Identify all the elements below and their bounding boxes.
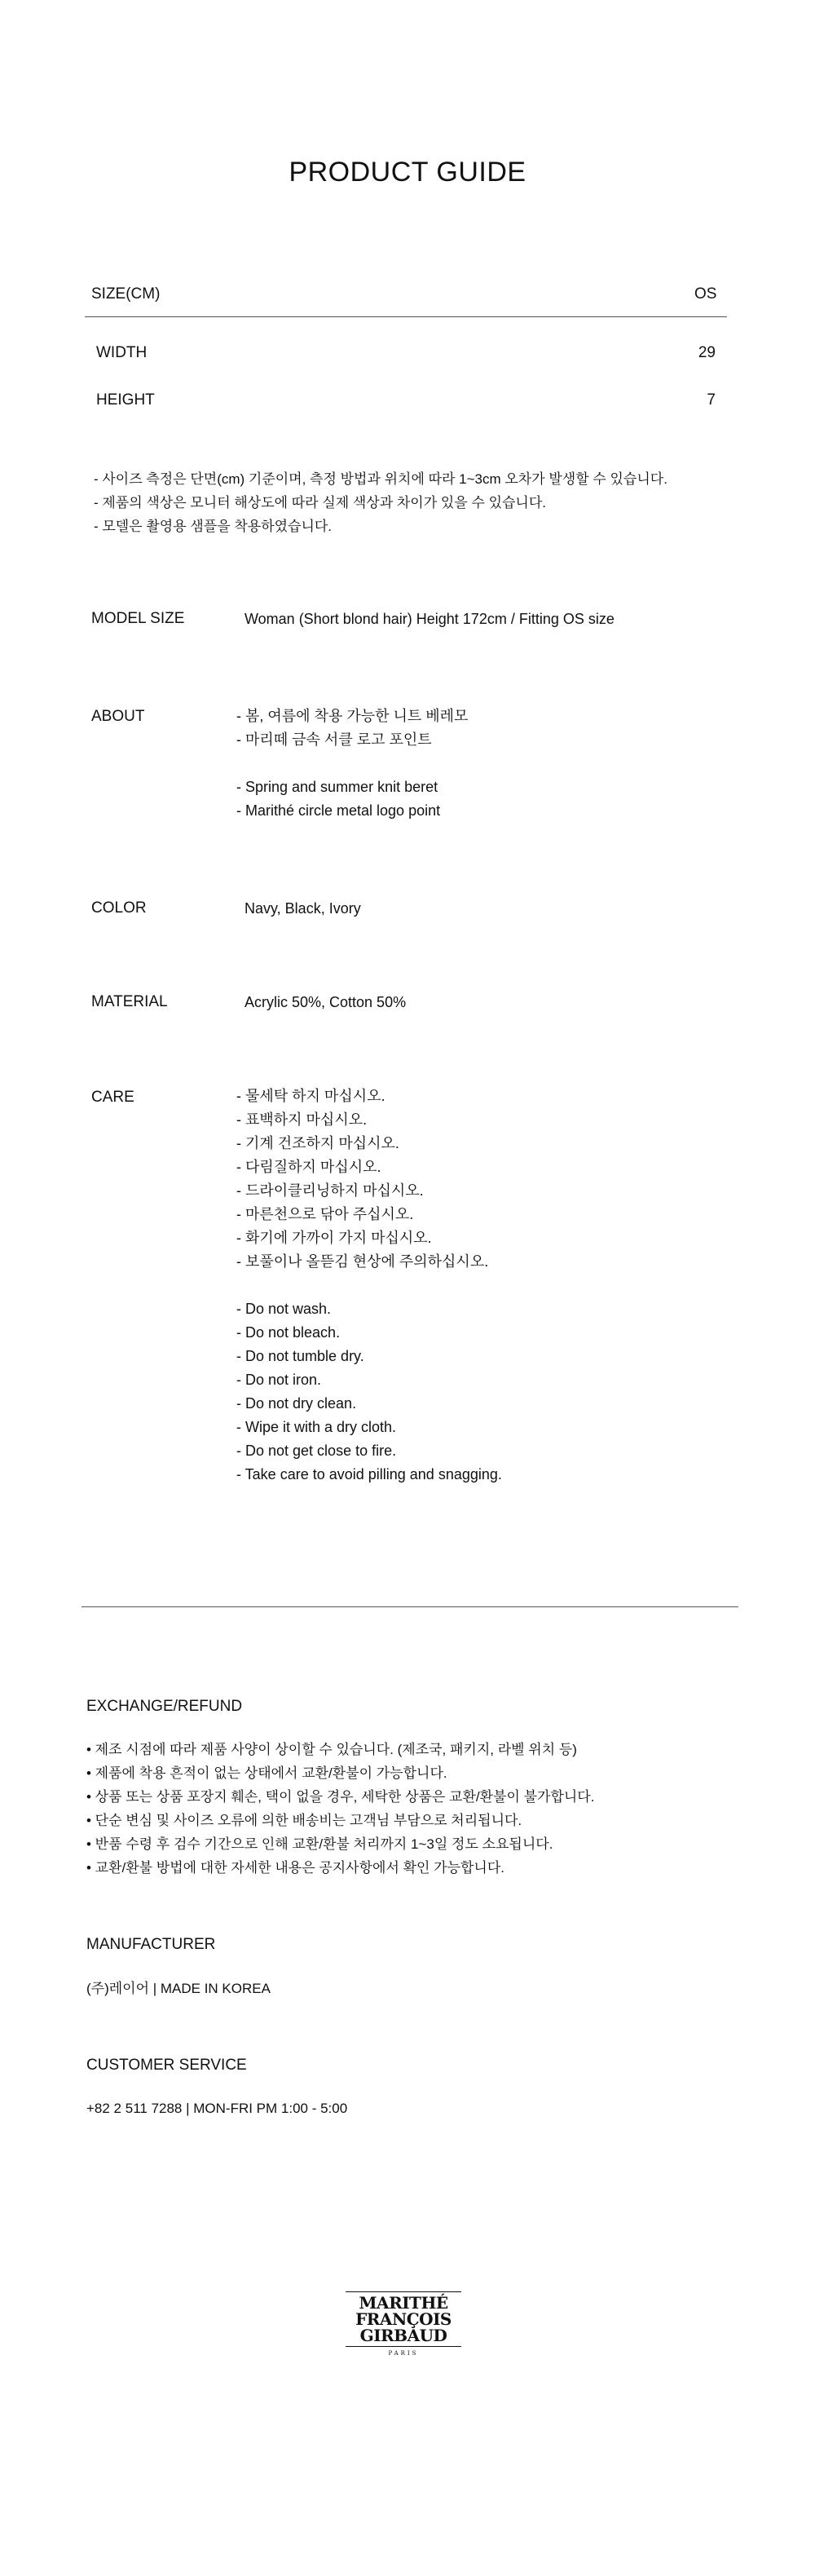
care-line: - Do not dry clean. <box>236 1395 357 1412</box>
size-table-divider <box>85 316 727 317</box>
size-note: - 제품의 색상은 모니터 해상도에 따라 실제 색상과 차이가 있을 수 있습니다. <box>94 495 546 510</box>
size-row-label-width: WIDTH <box>96 344 148 361</box>
color-value: Navy, Black, Ivory <box>244 900 361 917</box>
customer-service-heading: CUSTOMER SERVICE <box>86 2057 247 2074</box>
care-line: - Do not iron. <box>236 1372 322 1388</box>
page-title: PRODUCT GUIDE <box>289 157 526 188</box>
logo-line: MARITHÉ <box>359 2293 448 2313</box>
care-line: - 드라이클리닝하지 마십시오. <box>236 1182 424 1199</box>
about-label: ABOUT <box>91 708 145 725</box>
care-list <box>236 1085 502 1487</box>
section-divider <box>82 1606 738 1607</box>
size-table-header-value: OS <box>694 285 717 303</box>
exchange-line: • 제조 시점에 따라 제품 사양이 상이할 수 있습니다. (제조국, 패키지, 라벨 위치 등) <box>86 1742 577 1757</box>
care-line: - 화기에 가까이 가지 마십시오. <box>236 1230 432 1246</box>
about-line: - 봄, 여름에 착용 가능한 니트 베레모 <box>236 708 469 724</box>
brand-logo <box>346 2289 461 2367</box>
care-line: - 표백하지 마십시오. <box>236 1111 368 1128</box>
manufacturer-heading: MANUFACTURER <box>86 1936 216 1953</box>
exchange-line: • 단순 변심 및 사이즈 오류에 의한 배송비는 고객님 부담으로 처리됩니다. <box>86 1813 522 1828</box>
model-size-label: MODEL SIZE <box>91 610 185 627</box>
material-label: MATERIAL <box>91 993 168 1010</box>
material-value: Acrylic 50%, Cotton 50% <box>244 994 407 1010</box>
size-notes <box>94 467 667 538</box>
exchange-line: • 반품 수령 후 검수 기간으로 인해 교환/환불 처리까지 1~3일 정도 소요됩니다. <box>86 1836 553 1852</box>
color-label: COLOR <box>91 899 147 917</box>
about-line <box>236 752 468 775</box>
exchange-line: • 상품 또는 상품 포장지 훼손, 택이 없을 경우, 세탁한 상품은 교환/환불이 불가합니다. <box>86 1789 595 1805</box>
size-row-value-height: 7 <box>707 391 716 409</box>
care-line: - 기계 건조하지 마십시오. <box>236 1135 399 1151</box>
size-row-value-width: 29 <box>698 344 716 361</box>
model-size-value: Woman (Short blond hair) Height 172cm / Fitting OS size <box>244 611 615 627</box>
logo-paris: PARIS <box>388 2350 419 2357</box>
care-line: - 다림질하지 마십시오. <box>236 1159 381 1175</box>
customer-service-value: +82 2 511 7288 | MON-FRI PM 1:00 - 5:00 <box>86 2101 348 2116</box>
about-line: - Spring and summer knit beret <box>236 779 438 795</box>
logo-line: GIRBAUD <box>359 2326 447 2345</box>
logo-line: FRANÇOIS <box>355 2309 452 2329</box>
about-line: - Marithé circle metal logo point <box>236 802 441 819</box>
care-line: - Do not wash. <box>236 1301 332 1317</box>
care-line: - 보풀이나 올뜯김 현상에 주의하십시오. <box>236 1253 489 1270</box>
care-line: - Do not get close to fire. <box>236 1443 397 1459</box>
care-label: CARE <box>91 1089 134 1106</box>
care-line: - Take care to avoid pilling and snagging. <box>236 1466 502 1482</box>
exchange-heading: EXCHANGE/REFUND <box>86 1698 243 1715</box>
care-line: - 물세탁 하지 마십시오. <box>236 1088 385 1104</box>
exchange-line: • 교환/환불 방법에 대한 자세한 내용은 공지사항에서 확인 가능합니다. <box>86 1860 504 1876</box>
manufacturer-value: (주)레이어 | MADE IN KOREA <box>86 1981 271 1996</box>
about-line: - 마리떼 금속 서클 로고 포인트 <box>236 731 432 748</box>
exchange-list <box>86 1738 594 1880</box>
size-note: - 모델은 촬영용 샘플을 착용하였습니다. <box>94 519 333 534</box>
care-line: - 마른천으로 닦아 주십시오. <box>236 1206 414 1222</box>
care-line: - Wipe it with a dry cloth. <box>236 1419 397 1435</box>
care-line: - Do not bleach. <box>236 1324 341 1341</box>
size-note: - 사이즈 측정은 단면(cm) 기준이며, 측정 방법과 위치에 따라 1~3cm 오차가 발생할 수 있습니다. <box>94 471 667 487</box>
size-row-label-height: HEIGHT <box>96 391 155 409</box>
size-table-header-label: SIZE(CM) <box>91 285 161 303</box>
exchange-line: • 제품에 착용 흔적이 없는 상태에서 교환/환불이 가능합니다. <box>86 1765 447 1781</box>
care-line: - Do not tumble dry. <box>236 1348 364 1364</box>
care-line <box>236 1274 502 1297</box>
about-list <box>236 705 468 823</box>
